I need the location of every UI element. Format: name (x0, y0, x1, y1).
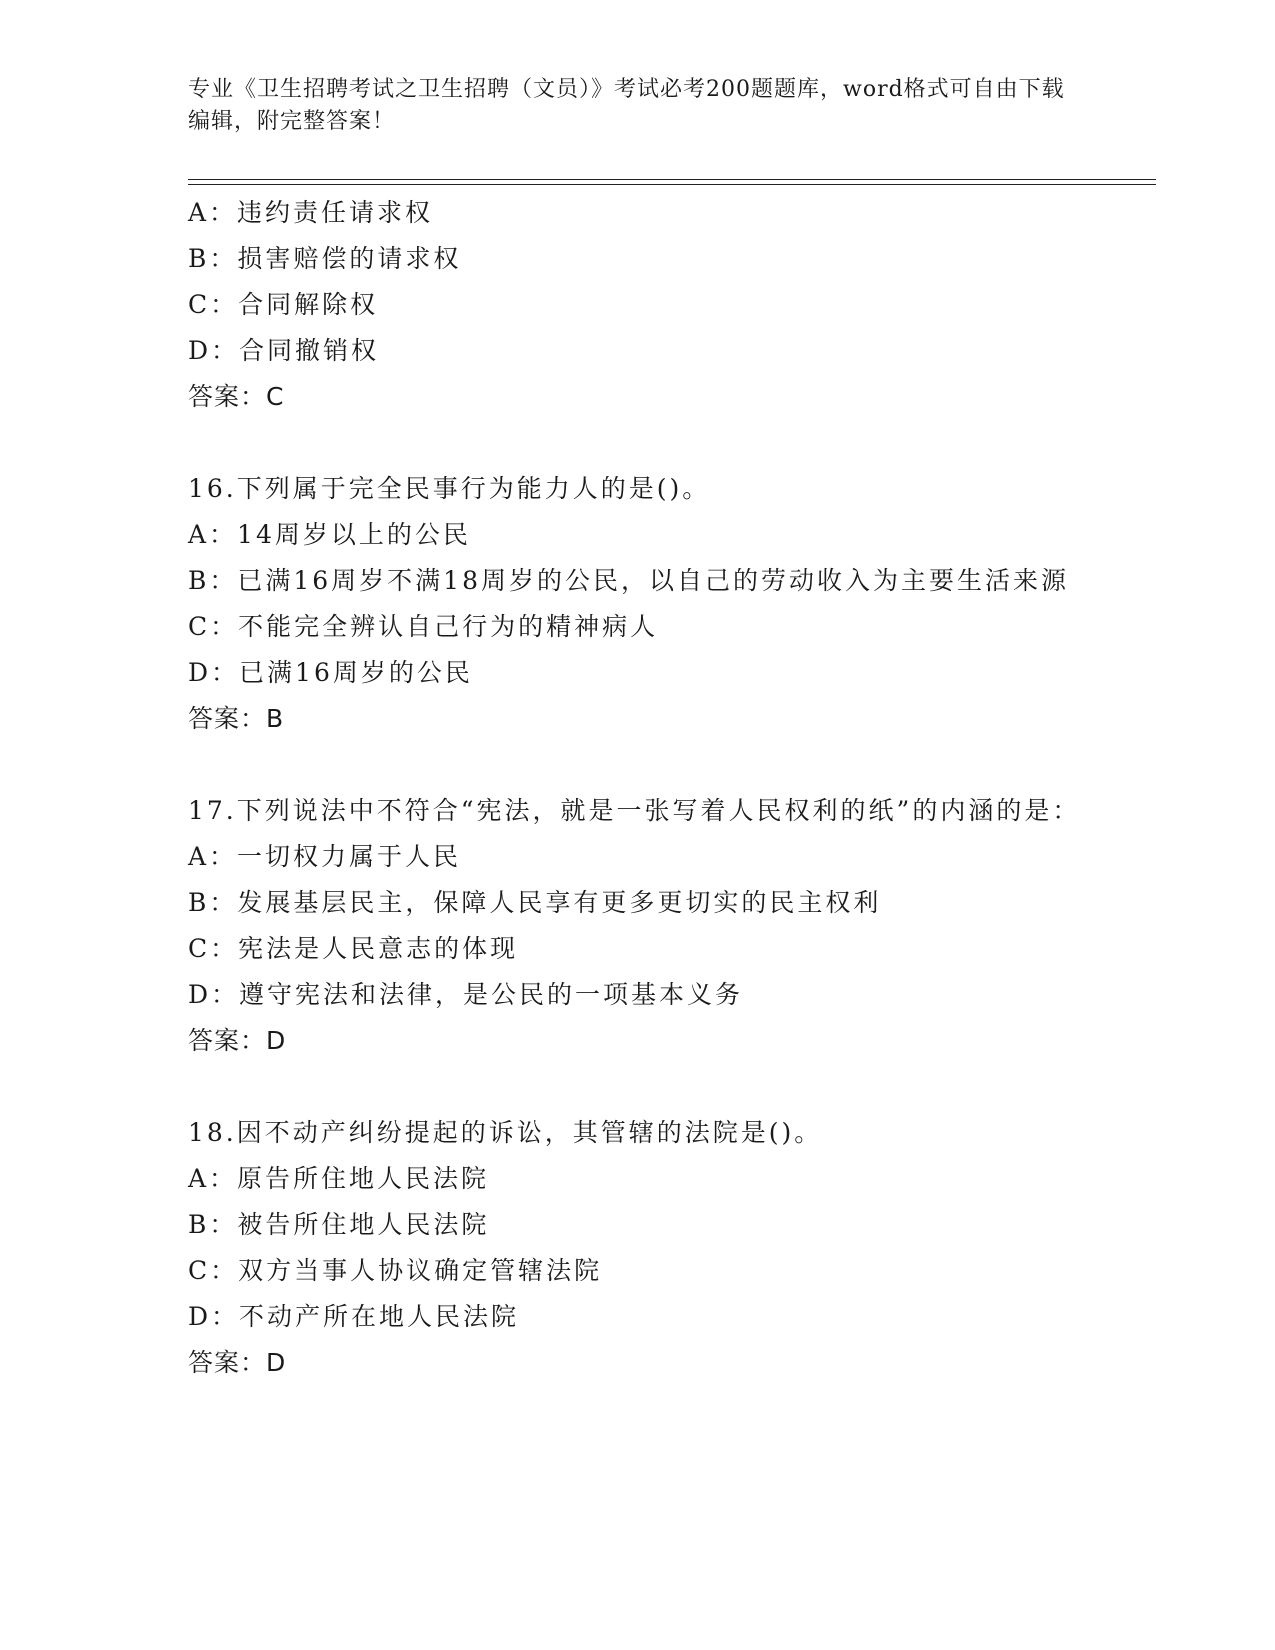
option-d: D：合同撤销权 (188, 336, 380, 365)
option-c: C：双方当事人协议确定管辖法院 (188, 1256, 603, 1285)
question-15-partial (188, 190, 1088, 420)
question-stem: 18.因不动产纠纷提起的诉讼，其管辖的法院是()。 (188, 1118, 823, 1147)
option-b: B：损害赔偿的请求权 (188, 244, 462, 273)
question-list (188, 190, 1088, 1432)
answer-line: 答案：B (188, 704, 285, 733)
option-d: D：已满16周岁的公民 (188, 658, 473, 687)
answer-line: 答案：C (188, 382, 285, 411)
header-divider-top (188, 179, 1156, 180)
answer-line: 答案：D (188, 1348, 287, 1377)
option-c: C：合同解除权 (188, 290, 379, 319)
option-b: B：已满16周岁不满18周岁的公民，以自己的劳动收入为主要生活来源 (188, 566, 1069, 595)
option-a: A：14周岁以上的公民 (188, 520, 471, 549)
option-d: D：不动产所在地人民法院 (188, 1302, 520, 1331)
option-a: A：原告所住地人民法院 (188, 1164, 490, 1193)
option-d: D：遵守宪法和法律，是公民的一项基本义务 (188, 980, 744, 1009)
header-divider-bottom (188, 184, 1156, 185)
option-b: B：发展基层民主，保障人民享有更多更切实的民主权利 (188, 888, 882, 917)
question-stem: 16.下列属于完全民事行为能力人的是()。 (188, 474, 711, 503)
document-header (188, 74, 1078, 138)
header-text: 专业《卫生招聘考试之卫生招聘（文员）》考试必考200题题库，word格式可自由下载编辑，附完整答案！ (188, 77, 1065, 134)
question-stem: 17.下列说法中不符合“宪法，就是一张写着人民权利的纸”的内涵的是： (188, 796, 1081, 825)
option-c: C：不能完全辨认自己行为的精神病人 (188, 612, 659, 641)
question-18 (188, 1110, 1088, 1386)
option-c: C：宪法是人民意志的体现 (188, 934, 519, 963)
option-a: A：一切权力属于人民 (188, 842, 462, 871)
option-a: A：违约责任请求权 (188, 198, 434, 227)
option-b: B：被告所住地人民法院 (188, 1210, 490, 1239)
question-16 (188, 466, 1088, 742)
answer-line: 答案：D (188, 1026, 287, 1055)
question-17 (188, 788, 1088, 1064)
